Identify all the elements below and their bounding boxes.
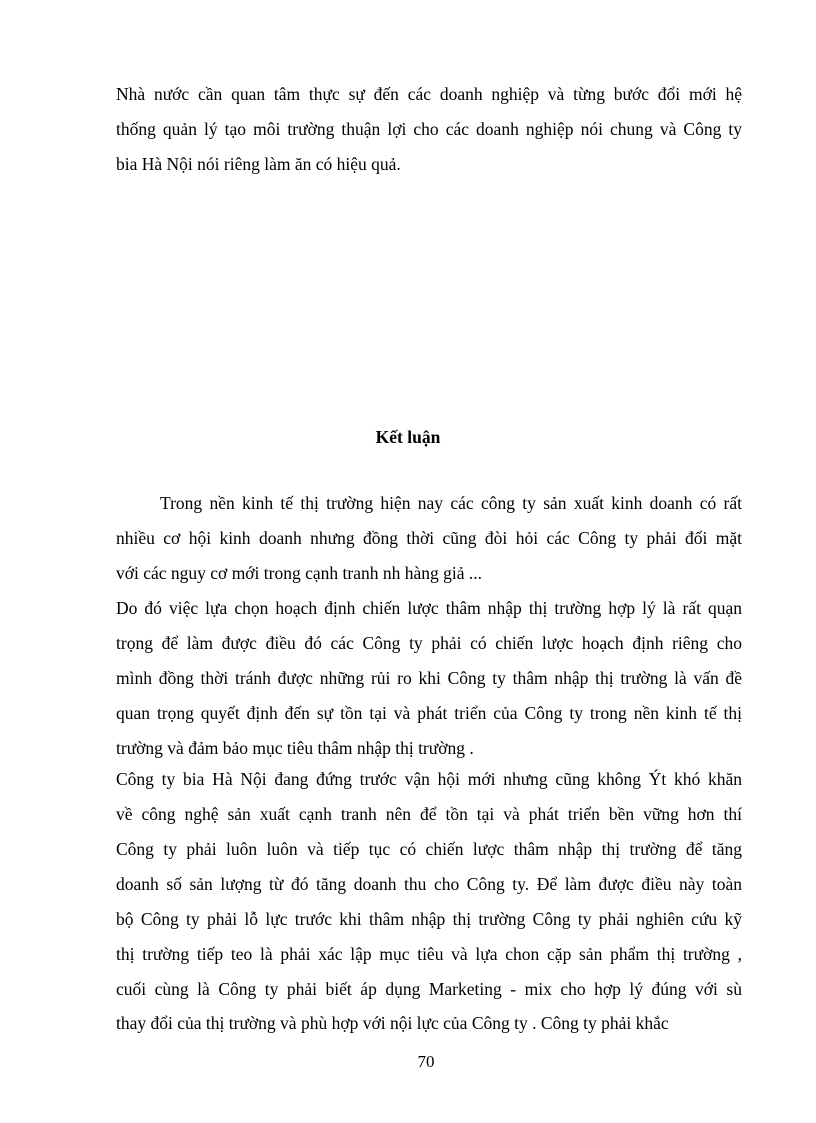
p3-line-6: thị trường tiếp teo là phải xác lập mục tiêu và lựa chon cặp sản phẩm thị trường ,	[116, 944, 742, 964]
p1-line-1: Trong nền kinh tế thị trường hiện nay các công ty sản xuất kinh doanh có rất	[160, 493, 742, 513]
p3-line-8: thay đổi của thị trường và phù hợp với nội lực của Công ty . Công ty phải khắc	[116, 1013, 669, 1033]
p1-line-3: với các nguy cơ mới trong cạnh tranh nh hàng giả ...	[116, 563, 482, 583]
p3-line-3: Công ty phải luôn luôn và tiếp tục có chiến lược thâm nhập thị trường để tăng	[116, 839, 742, 859]
p2-line-5: trường và đảm bảo mục tiêu thâm nhập thị trường .	[116, 738, 474, 758]
p3-line-4: doanh số sản lượng từ đó tăng doanh thu cho Công ty. Để làm được điều này toàn	[116, 874, 742, 894]
p2-line-4: quan trọng quyết định đến sự tồn tại và phát triển của Công ty trong nền kinh tế thị	[116, 703, 742, 723]
p1-line-2: nhiều cơ hội kinh doanh nhưng đồng thời cũng đòi hỏi các Công ty phải đối mặt	[116, 528, 742, 548]
p3-line-2: về công nghệ sản xuất cạnh tranh nên để tồn tại và phát triển bền vững hơn thí	[116, 804, 742, 824]
intro-line-1: Nhà nước cần quan tâm thực sự đến các doanh nghiệp và từng bước đổi mới hệ	[116, 84, 742, 104]
p2-line-1: Do đó việc lựa chọn hoạch định chiến lược thâm nhập thị trường hợp lý là rất quạn	[116, 598, 742, 618]
p2-line-3: mình đồng thời tránh được những rủi ro khi Công ty thâm nhập thị trường là vấn đề	[116, 668, 742, 688]
intro-line-3: bia Hà Nội nói riêng làm ăn có hiệu quả.	[116, 154, 401, 174]
p2-line-2: trọng để làm được điều đó các Công ty phải có chiến lược hoạch định riêng cho	[116, 633, 742, 653]
p3-line-5: bộ Công ty phải lỗ lực trước khi thâm nhập thị trường Công ty phải nghiên cứu kỹ	[116, 909, 742, 929]
section-heading: Kết luận	[375, 427, 441, 447]
p3-line-1: Công ty bia Hà Nội đang đứng trước vận hội mới nhưng cũng không Ýt khó khăn	[116, 769, 742, 789]
p3-line-7: cuối cùng là Công ty phải biết áp dụng Marketing - mix cho hợp lý đúng với sù	[116, 979, 742, 999]
intro-line-2: thống quản lý tạo môi trường thuận lợi cho các doanh nghiệp nói chung và Công ty	[116, 119, 742, 139]
page-number: 70	[417, 1052, 435, 1071]
